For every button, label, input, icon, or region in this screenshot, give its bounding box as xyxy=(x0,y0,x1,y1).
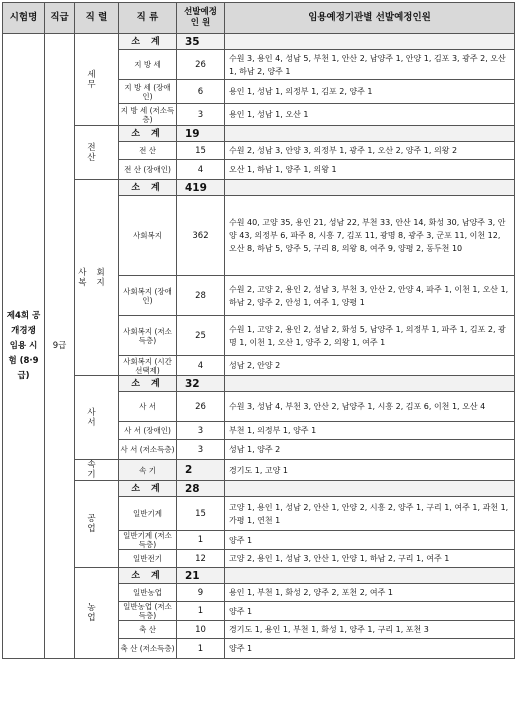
agencies-cell: 성남 2, 안양 2 xyxy=(225,356,515,376)
kind-cell: 사회복지 (시간선택제) xyxy=(119,356,177,376)
header-series: 직 렬 xyxy=(75,3,119,34)
exam-name-cell: 제4회 공개경쟁 임용 시험 (8·9급) xyxy=(3,34,45,659)
count-cell: 12 xyxy=(177,550,225,568)
agencies-cell: 양주 1 xyxy=(225,639,515,659)
subtotal-count: 35 xyxy=(177,34,225,50)
agencies-cell: 수원 3, 성남 4, 부천 3, 안산 2, 남양주 1, 시흥 2, 김포 6, 이천 1, 오산 4 xyxy=(225,392,515,422)
kind-cell: 사 서 (저소득층) xyxy=(119,440,177,460)
kind-cell: 일반기계 (저소득층) xyxy=(119,531,177,550)
count-cell: 10 xyxy=(177,621,225,639)
agencies-cell: 수원 2, 성남 3, 안양 3, 의정부 1, 광주 1, 오산 2, 양주 1, 의왕 2 xyxy=(225,142,515,160)
count-cell: 2 xyxy=(177,460,225,481)
subtotal-agencies-blank xyxy=(225,34,515,50)
header-count-line1: 선발예정 xyxy=(184,7,217,17)
header-row xyxy=(3,3,515,34)
count-cell: 3 xyxy=(177,422,225,440)
subtotal-label: 소 계 xyxy=(119,34,177,50)
kind-cell: 사회복지 (저소득층) xyxy=(119,316,177,356)
subtotal-row xyxy=(3,376,515,392)
agencies-cell: 성남 1, 양주 2 xyxy=(225,440,515,460)
series-cell: 전 산 xyxy=(75,126,119,180)
subtotal-count: 28 xyxy=(177,481,225,497)
agencies-cell: 수원 40, 고양 35, 용인 21, 성남 22, 부천 33, 안산 14, 화성 30, 남양주 3, 안양 43, 의정부 6, 파주 8, 시흥 7, 김포 11, 광명 8, 광주 3, 군포 11, 이천 12, 오산 8, 하남 5, 양주 5, 구리 8, 의왕 8, 여주 9, 양평 2, 동두천 10 xyxy=(225,196,515,276)
header-exam: 시험명 xyxy=(3,3,45,34)
agencies-cell: 수원 2, 고양 2, 용인 2, 성남 3, 부천 3, 안산 2, 안양 4, 파주 1, 이천 1, 오산 1, 하남 2, 양주 2, 안성 1, 여주 1, 양평 1 xyxy=(225,276,515,316)
subtotal-count: 32 xyxy=(177,376,225,392)
grade-cell: 9급 xyxy=(45,34,75,659)
kind-cell: 지 방 세 xyxy=(119,50,177,80)
kind-cell: 일반기계 xyxy=(119,497,177,531)
count-cell: 3 xyxy=(177,440,225,460)
count-cell: 1 xyxy=(177,639,225,659)
kind-cell: 전 산 (장애인) xyxy=(119,160,177,180)
series-cell: 사회복지 xyxy=(75,180,119,376)
count-cell: 1 xyxy=(177,531,225,550)
table-body xyxy=(3,34,515,659)
subtotal-agencies-blank xyxy=(225,180,515,196)
count-cell: 9 xyxy=(177,584,225,602)
kind-cell: 사회복지 xyxy=(119,196,177,276)
agencies-cell: 용인 1, 성남 1, 의정부 1, 김포 2, 양주 1 xyxy=(225,80,515,104)
table-row xyxy=(3,460,515,481)
kind-cell: 축 산 (저소득층) xyxy=(119,639,177,659)
count-cell: 6 xyxy=(177,80,225,104)
count-cell: 28 xyxy=(177,276,225,316)
agencies-cell: 양주 1 xyxy=(225,602,515,621)
agencies-cell: 용인 1, 부천 1, 화성 2, 양주 2, 포천 2, 여주 1 xyxy=(225,584,515,602)
series-cell: 사 서 xyxy=(75,376,119,460)
subtotal-label: 소 계 xyxy=(119,126,177,142)
subtotal-row xyxy=(3,481,515,497)
count-cell: 26 xyxy=(177,50,225,80)
series-cell: 속 기 xyxy=(75,460,119,481)
count-cell: 25 xyxy=(177,316,225,356)
subtotal-row xyxy=(3,126,515,142)
count-cell: 15 xyxy=(177,142,225,160)
subtotal-label: 소 계 xyxy=(119,376,177,392)
count-cell: 26 xyxy=(177,392,225,422)
agencies-cell: 오산 1, 하남 1, 양주 1, 의왕 1 xyxy=(225,160,515,180)
header-count xyxy=(177,3,225,34)
header-agencies: 임용예정기관별 선발예정인원 xyxy=(225,3,515,34)
agencies-cell: 용인 1, 성남 1, 오산 1 xyxy=(225,104,515,126)
subtotal-count: 19 xyxy=(177,126,225,142)
subtotal-label: 소 계 xyxy=(119,481,177,497)
agencies-cell: 경기도 1, 고양 1 xyxy=(225,460,515,481)
series-cell: 세 무 xyxy=(75,34,119,126)
subtotal-agencies-blank xyxy=(225,376,515,392)
subtotal-agencies-blank xyxy=(225,481,515,497)
header-kind: 직 류 xyxy=(119,3,177,34)
kind-cell: 일반농업 xyxy=(119,584,177,602)
agencies-cell: 고양 2, 용인 1, 성남 3, 안산 1, 안양 1, 하남 2, 구리 1, 여주 1 xyxy=(225,550,515,568)
subtotal-row xyxy=(3,34,515,50)
kind-cell: 속 기 xyxy=(119,460,177,481)
agencies-cell: 고양 1, 용인 1, 성남 2, 안산 1, 안양 2, 시흥 2, 양주 1, 구리 1, 여주 1, 과천 1, 가평 1, 연천 1 xyxy=(225,497,515,531)
count-cell: 4 xyxy=(177,356,225,376)
series-cell: 공 업 xyxy=(75,481,119,568)
kind-cell: 사회복지 (장애인) xyxy=(119,276,177,316)
subtotal-label: 소 계 xyxy=(119,568,177,584)
kind-cell: 일반전기 xyxy=(119,550,177,568)
kind-cell: 축 산 xyxy=(119,621,177,639)
kind-cell: 지 방 세 (저소득층) xyxy=(119,104,177,126)
subtotal-agencies-blank xyxy=(225,126,515,142)
agencies-cell: 경기도 1, 용인 1, 부천 1, 화성 1, 양주 1, 구리 1, 포천 3 xyxy=(225,621,515,639)
agencies-cell: 부천 1, 의정부 1, 양주 1 xyxy=(225,422,515,440)
subtotal-count: 21 xyxy=(177,568,225,584)
subtotal-row xyxy=(3,180,515,196)
subtotal-label: 소 계 xyxy=(119,180,177,196)
agencies-cell: 수원 1, 고양 2, 용인 2, 성남 2, 화성 5, 남양주 1, 의정부 1, 파주 1, 김포 2, 광명 1, 이천 1, 오산 1, 양주 2, 의왕 1, 여주 1 xyxy=(225,316,515,356)
kind-cell: 사 서 xyxy=(119,392,177,422)
kind-cell: 사 서 (장애인) xyxy=(119,422,177,440)
subtotal-agencies-blank xyxy=(225,568,515,584)
recruitment-table xyxy=(2,2,515,659)
count-cell: 15 xyxy=(177,497,225,531)
kind-cell: 지 방 세 (장애인) xyxy=(119,80,177,104)
agencies-cell: 수원 3, 용인 4, 성남 5, 부천 1, 안산 2, 남양주 1, 안양 1, 김포 3, 광주 2, 오산 1, 하남 2, 양주 1 xyxy=(225,50,515,80)
series-cell: 농 업 xyxy=(75,568,119,659)
header-count-line2: 인 원 xyxy=(190,18,211,28)
subtotal-row xyxy=(3,568,515,584)
agencies-cell: 양주 1 xyxy=(225,531,515,550)
count-cell: 4 xyxy=(177,160,225,180)
kind-cell: 일반농업 (저소득층) xyxy=(119,602,177,621)
count-cell: 3 xyxy=(177,104,225,126)
kind-cell: 전 산 xyxy=(119,142,177,160)
count-cell: 362 xyxy=(177,196,225,276)
header-grade: 직급 xyxy=(45,3,75,34)
subtotal-count: 419 xyxy=(177,180,225,196)
count-cell: 1 xyxy=(177,602,225,621)
